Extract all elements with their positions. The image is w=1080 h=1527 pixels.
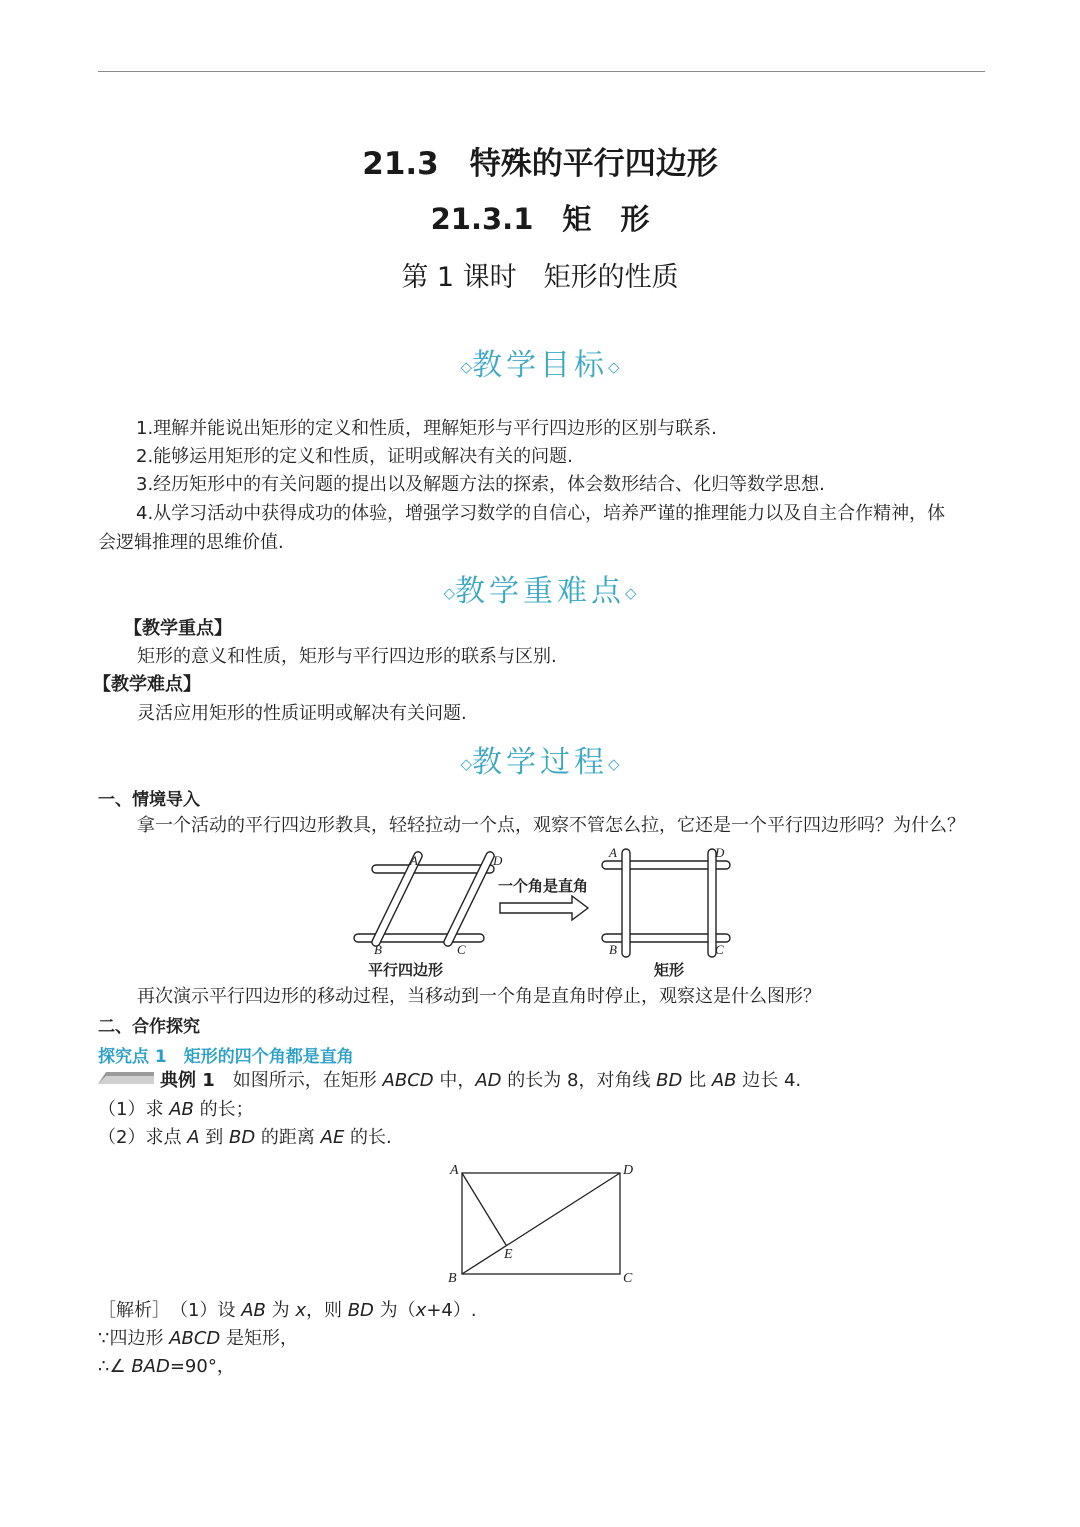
- math-symbol: AB: [169, 1099, 194, 1120]
- question-text: 的长.: [344, 1127, 392, 1148]
- math-symbol: AE: [320, 1127, 345, 1148]
- question-text: （2）求点: [98, 1127, 188, 1148]
- math-symbol: BD: [347, 1300, 374, 1321]
- diamond-icon: ◇: [443, 584, 455, 602]
- vertex-label-d: D: [715, 845, 725, 860]
- question-1: [98, 1096, 254, 1124]
- question-text: 的距离: [255, 1127, 321, 1148]
- example-text: 如图所示，在矩形: [232, 1070, 383, 1091]
- goal-4: 4.从学习活动中获得成功的体验，增强学习数学的自信心，培养严谨的推理能力以及自主合作精神，体: [136, 503, 946, 524]
- solution-text: =90°，: [169, 1356, 235, 1377]
- section-heading-text: 教学目标: [472, 348, 608, 383]
- goal-2: 2.能够运用矩形的定义和性质，证明或解决有关的问题.: [136, 446, 573, 467]
- solution-label: ［解析］: [98, 1300, 161, 1321]
- difficulty-text: 灵活应用矩形的性质证明或解决有关问题.: [137, 703, 467, 724]
- math-symbol: x: [295, 1300, 306, 1321]
- arrow-label: 一个角是直角: [498, 879, 589, 895]
- math-symbol: x: [415, 1300, 427, 1321]
- solution-line-1: [98, 1297, 477, 1325]
- stick-top: [372, 865, 494, 873]
- segment-ae: [462, 1173, 506, 1245]
- solution-text: +4）.: [426, 1300, 477, 1321]
- section-heading-process: [0, 737, 1080, 781]
- math-symbol: AB: [241, 1300, 266, 1321]
- solution-line-3: [98, 1353, 235, 1381]
- header-rule: [98, 71, 985, 72]
- solution-text: ∵四边形: [98, 1328, 170, 1349]
- question-2: [98, 1124, 392, 1152]
- math-symbol: AD: [475, 1070, 502, 1091]
- math-symbol: BD: [656, 1070, 683, 1091]
- vertex-label-b: B: [448, 1271, 457, 1286]
- section-heading-key-points: [0, 566, 1080, 610]
- diamond-icon: ◇: [608, 358, 620, 376]
- example-text: 边长 4.: [736, 1070, 802, 1091]
- chapter-title: 21.3 特殊的平行四边形: [362, 146, 718, 182]
- stick-right: [708, 849, 716, 957]
- diamond-icon: ◇: [608, 755, 620, 773]
- vertex-label-b: B: [609, 942, 617, 957]
- lesson-title: 第 1 课时 矩形的性质: [401, 262, 679, 293]
- math-symbol: BAD: [131, 1356, 170, 1377]
- example-tab-icon: [98, 1070, 158, 1086]
- key-point-text: 矩形的意义和性质，矩形与平行四边形的联系与区别.: [137, 646, 557, 667]
- math-symbol: ABCD: [169, 1328, 221, 1349]
- math-symbol: ABCD: [382, 1070, 434, 1091]
- vertex-label-d: D: [623, 1163, 634, 1178]
- goal-1: 1.理解并能说出矩形的定义和性质，理解矩形与平行四边形的区别与联系.: [136, 418, 717, 439]
- key-point-label: 【教学重点】: [124, 618, 232, 639]
- vertex-label-c: C: [623, 1271, 633, 1286]
- solution-text: ，则: [305, 1300, 348, 1321]
- question-text: （1）求: [98, 1099, 170, 1120]
- section-heading-text: 教学过程: [472, 745, 608, 780]
- solution-text: （1）设: [179, 1300, 242, 1321]
- goal-4-cont: 会逻辑推理的思维价值.: [98, 532, 284, 553]
- diamond-icon: ◇: [625, 584, 637, 602]
- section-heading-text: 教学重难点: [455, 574, 625, 609]
- explore-point-1: 探究点 1 矩形的四个角都是直角: [98, 1047, 354, 1067]
- diamond-icon: ◇: [460, 755, 472, 773]
- solution-line-2: [98, 1325, 298, 1353]
- section-heading-goals: [0, 340, 1080, 384]
- part1-text2: 再次演示平行四边形的移动过程，当移动到一个角是直角时停止，观察这是什么图形？: [137, 986, 821, 1007]
- question-text: 到: [199, 1127, 229, 1148]
- stick-left: [622, 849, 630, 957]
- goal-3: 3.经历矩形中的有关问题的提出以及解题方法的探索，体会数形结合、化归等数学思想.: [136, 474, 825, 495]
- vertex-label-b: B: [374, 942, 382, 957]
- solution-text: 为: [265, 1300, 296, 1321]
- section-title: 21.3.1 矩 形: [430, 202, 650, 236]
- example-text: 比: [682, 1070, 712, 1091]
- rectangle-caption: 矩形: [654, 963, 685, 979]
- question-text: 的长；: [193, 1099, 254, 1120]
- solution-text: 为（: [373, 1300, 416, 1321]
- vertex-label-c: C: [457, 942, 466, 957]
- math-symbol: A: [187, 1127, 200, 1148]
- math-symbol: BD: [228, 1127, 256, 1148]
- part1-text: 拿一个活动的平行四边形教具，轻轻拉动一个点，观察不管怎么拉，它还是一个平行四边形吗？为什么？: [137, 815, 965, 836]
- diagonal-bd: [462, 1173, 620, 1274]
- vertex-label-a: A: [450, 1163, 459, 1178]
- rectangle-abcd-figure: [440, 1158, 650, 1288]
- diamond-icon: ◇: [460, 358, 472, 376]
- example-label: 典例 1: [160, 1070, 215, 1091]
- example-text: 中，: [433, 1070, 476, 1091]
- vertex-label-e: E: [504, 1247, 513, 1262]
- vertex-label-a: A: [410, 853, 418, 868]
- part2-title: 二、合作探究: [98, 1017, 200, 1037]
- parallelogram-caption: 平行四边形: [368, 963, 444, 979]
- example-1: [160, 1067, 801, 1095]
- example-text: 的长为 8，对角线: [501, 1070, 657, 1091]
- math-symbol: AB: [711, 1070, 737, 1091]
- vertex-label-d: D: [493, 853, 503, 868]
- difficulty-label: 【教学难点】: [93, 674, 201, 695]
- solution-text: ∴∠: [98, 1356, 132, 1377]
- part1-title: 一、情境导入: [98, 790, 200, 810]
- vertex-label-c: C: [715, 942, 724, 957]
- arrow-icon: [500, 896, 588, 920]
- solution-text: 是矩形，: [220, 1328, 299, 1349]
- vertex-label-a: A: [609, 845, 617, 860]
- parallelogram-to-rectangle-figure: [350, 843, 740, 983]
